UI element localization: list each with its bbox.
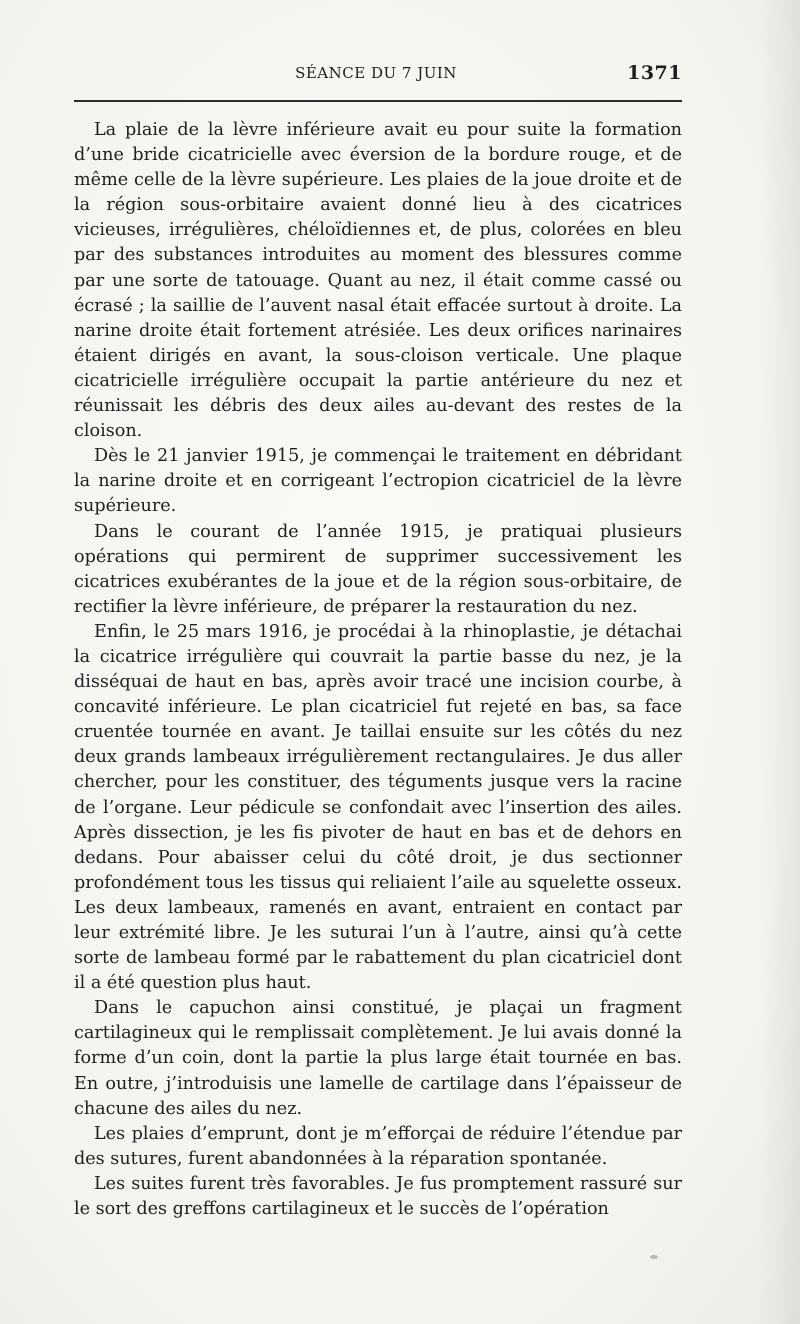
paragraph: La plaie de la lèvre inférieure avait eu pour suite la formation d’une bride cicatricielle avec éversion de la bordure rouge, et de même celle de la lèvre supérieure. Les plaies de la joue droite et de la région sous-orbitaire avaient donné lieu à des cicatrices vicieuses, irrégulières, chéloïdiennes et, de plus, colorées en bleu par des substances introduites au moment des blessures comme par une sorte de tatouage. Quant au nez, il était comme cassé ou écrasé ; la saillie de l’auvent nasal était effacée surtout à droite. La narine droite était fortement atrésiée. Les deux orifices narinaires étaient dirigés en avant, la sous-cloison verticale. Une plaque cicatricielle irrégulière occupait la partie antérieure du nez et réunissait les débris des deux ailes au-devant des restes de la cloison. bbox=[74, 120, 682, 442]
paragraph: Les plaies d’emprunt, dont je m’efforçai de réduire l’étendue par des sutures, furent abandonnées à la réparation spontanée. bbox=[74, 1123, 682, 1169]
paragraph: Dans le capuchon ainsi constitué, je plaçai un fragment cartilagineux qui le remplissait complètement. Je lui avais donné la forme d’un coin, dont la partie la plus large était tournée en bas. En outre, j’introduisis une lamelle de cartilage dans l’épaisseur de chacune des ailes du nez. bbox=[74, 998, 682, 1119]
body-text bbox=[74, 118, 682, 1222]
running-head: SÉANCE DU 7 JUIN bbox=[295, 64, 457, 82]
page-edge-shadow bbox=[760, 0, 800, 1324]
paragraph: Dans le courant de l’année 1915, je pratiquai plusieurs opérations qui permirent de supprimer successivement les cicatrices exubérantes de la joue et de la région sous-orbitaire, de rectifier la lèvre inférieure, de préparer la restauration du nez. bbox=[74, 521, 682, 617]
header-rule bbox=[74, 100, 682, 102]
page-header bbox=[70, 62, 682, 88]
paragraph: Enfin, le 25 mars 1916, je procédai à la rhinoplastie, je détachai la cicatrice irrégulière qui couvrait la partie basse du nez, je la disséquai de haut en bas, après avoir tracé une incision courbe, à concavité inférieure. Le plan cicatriciel fut rejeté en bas, sa face cruentée tournée en avant. Je taillai ensuite sur les côtés du nez deux grands lambeaux irrégulièrement rectangulaires. Je dus aller chercher, pour les constituer, des téguments jusque vers la racine de l’organe. Leur pédicule se confondait avec l’insertion des ailes. Après dissection, je les fis pivoter de haut en bas et de dehors en dedans. Pour abaisser celui du côté droit, je dus sectionner profondément tous les tissus qui reliaient l’aile au squelette osseux. Les deux lambeaux, ramenés en avant, entraient en contact par leur extrémité libre. Je les suturai l’un à l’autre, ainsi qu’à cette sorte de lambeau formé par le rabattement du plan cicatriciel dont il a été question plus haut. bbox=[74, 621, 682, 994]
ink-speck bbox=[650, 1255, 658, 1259]
paragraph: Les suites furent très favorables. Je fus promptement rassuré sur le sort des greffons cartilagineux et le succès de l’opération bbox=[74, 1173, 682, 1220]
page-number: 1371 bbox=[627, 62, 682, 84]
paragraph: Dès le 21 janvier 1915, je commençai le traitement en débridant la narine droite et en corrigeant l’ectropion cicatriciel de la lèvre supérieure. bbox=[74, 446, 682, 517]
